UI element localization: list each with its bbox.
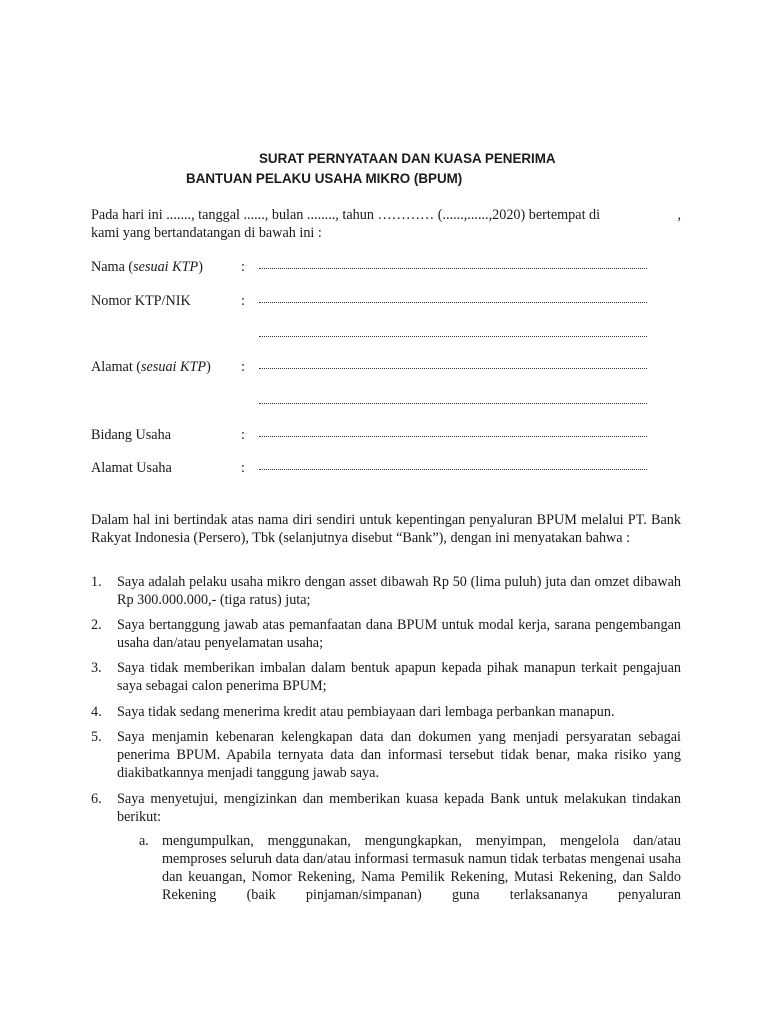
document-title-line-2: BANTUAN PELAKU USAHA MIKRO (BPUM) (186, 171, 463, 186)
list-item-text: Saya tidak sedang menerima kredit atau pembiayaan dari lembaga perbankan manapun. (117, 704, 615, 720)
field-nama-blank[interactable] (259, 268, 647, 269)
document-title-line-1: SURAT PERNYATAAN DAN KUASA PENERIMA (259, 151, 556, 166)
list-item-number: 5. (91, 729, 102, 745)
field-nomor-ktp-blank[interactable] (259, 302, 647, 303)
list-item-number: 4. (91, 704, 102, 720)
field-alamat-usaha-blank[interactable] (259, 469, 647, 470)
field-bidang-usaha-blank[interactable] (259, 436, 647, 437)
field-alamat-usaha-label: Alamat Usaha (91, 460, 172, 476)
list-item-number: 2. (91, 617, 102, 633)
statement-paragraph: Dalam hal ini bertindak atas nama diri sendiri untuk kepentingan penyaluran BPUM melalui PT. Bank Rakyat Indonesia (Persero), Tbk (selanjutnya disebut “Bank”), dengan ini menyatakan bahwa : (91, 512, 681, 546)
intro-line-2: kami yang bertandatangan di bawah ini : (91, 225, 322, 241)
list-item-text: Saya bertanggung jawab atas pemanfaatan dana BPUM untuk modal kerja, sarana pengembangan usaha dan/atau penyelamatan usaha; (117, 617, 681, 651)
field-colon: : (241, 460, 245, 476)
field-colon: : (241, 259, 245, 275)
field-nomor-ktp-label: Nomor KTP/NIK (91, 293, 191, 309)
field-alamat-label: Alamat (sesuai KTP) (91, 359, 211, 375)
list-item-text: Saya tidak memberikan imbalan dalam bentuk apapun kepada pihak manapun terkait pengajuan saya sebagai calon penerima BPUM; (117, 660, 681, 694)
field-alamat-line-2 (91, 394, 651, 414)
field-nomor-ktp-line-2 (91, 327, 651, 347)
field-nomor-ktp (91, 293, 651, 313)
intro-comma: , (677, 207, 681, 223)
field-nomor-ktp-blank-2[interactable] (259, 336, 647, 337)
field-nama-label: Nama (sesuai KTP) (91, 259, 203, 275)
field-bidang-usaha (91, 427, 651, 447)
field-colon: : (241, 293, 245, 309)
list-item-text: Saya menjamin kebenaran kelengkapan data dan dokumen yang menjadi persyaratan sebagai penerima BPUM. Apabila ternyata data dan informasi tersebut tidak benar, maka risiko yang diakibatkannya menjadi tanggung jawab saya. (117, 729, 681, 781)
sub-list-item-text: mengumpulkan, menggunakan, mengungkapkan, menyimpan, mengelola dan/atau memproses seluruh data dan/atau informasi termasuk namun tidak terbatas mengenai usaha dan keuangan, Nomor Rekening, Nama Pemilik Rekening, Mutasi Rekening, dan Saldo Rekening (baik pinjaman/simpanan) guna terlaksananya penyaluran (162, 833, 681, 903)
field-colon: : (241, 427, 245, 443)
field-alamat (91, 359, 651, 379)
list-item-text: Saya menyetujui, mengizinkan dan memberikan kuasa kepada Bank untuk melakukan tindakan berikut: (117, 791, 681, 825)
list-item-number: 3. (91, 660, 102, 676)
field-colon: : (241, 359, 245, 375)
field-bidang-usaha-label: Bidang Usaha (91, 427, 171, 443)
sub-list-item-letter: a. (139, 833, 149, 849)
field-alamat-blank[interactable] (259, 368, 647, 369)
field-alamat-blank-2[interactable] (259, 403, 647, 404)
field-alamat-usaha (91, 460, 651, 480)
intro-date-place-text: Pada hari ini ......., tanggal ......, bulan ........, tahun ………… (......,......,2020) bertempat di (91, 207, 601, 223)
intro-line-1 (91, 206, 681, 224)
list-item-number: 6. (91, 791, 102, 807)
list-item-text: Saya adalah pelaku usaha mikro dengan asset dibawah Rp 50 (lima puluh) juta dan omzet dibawah Rp 300.000.000,- (tiga ratus) juta; (117, 574, 681, 608)
list-item-number: 1. (91, 574, 102, 590)
field-nama (91, 259, 651, 279)
